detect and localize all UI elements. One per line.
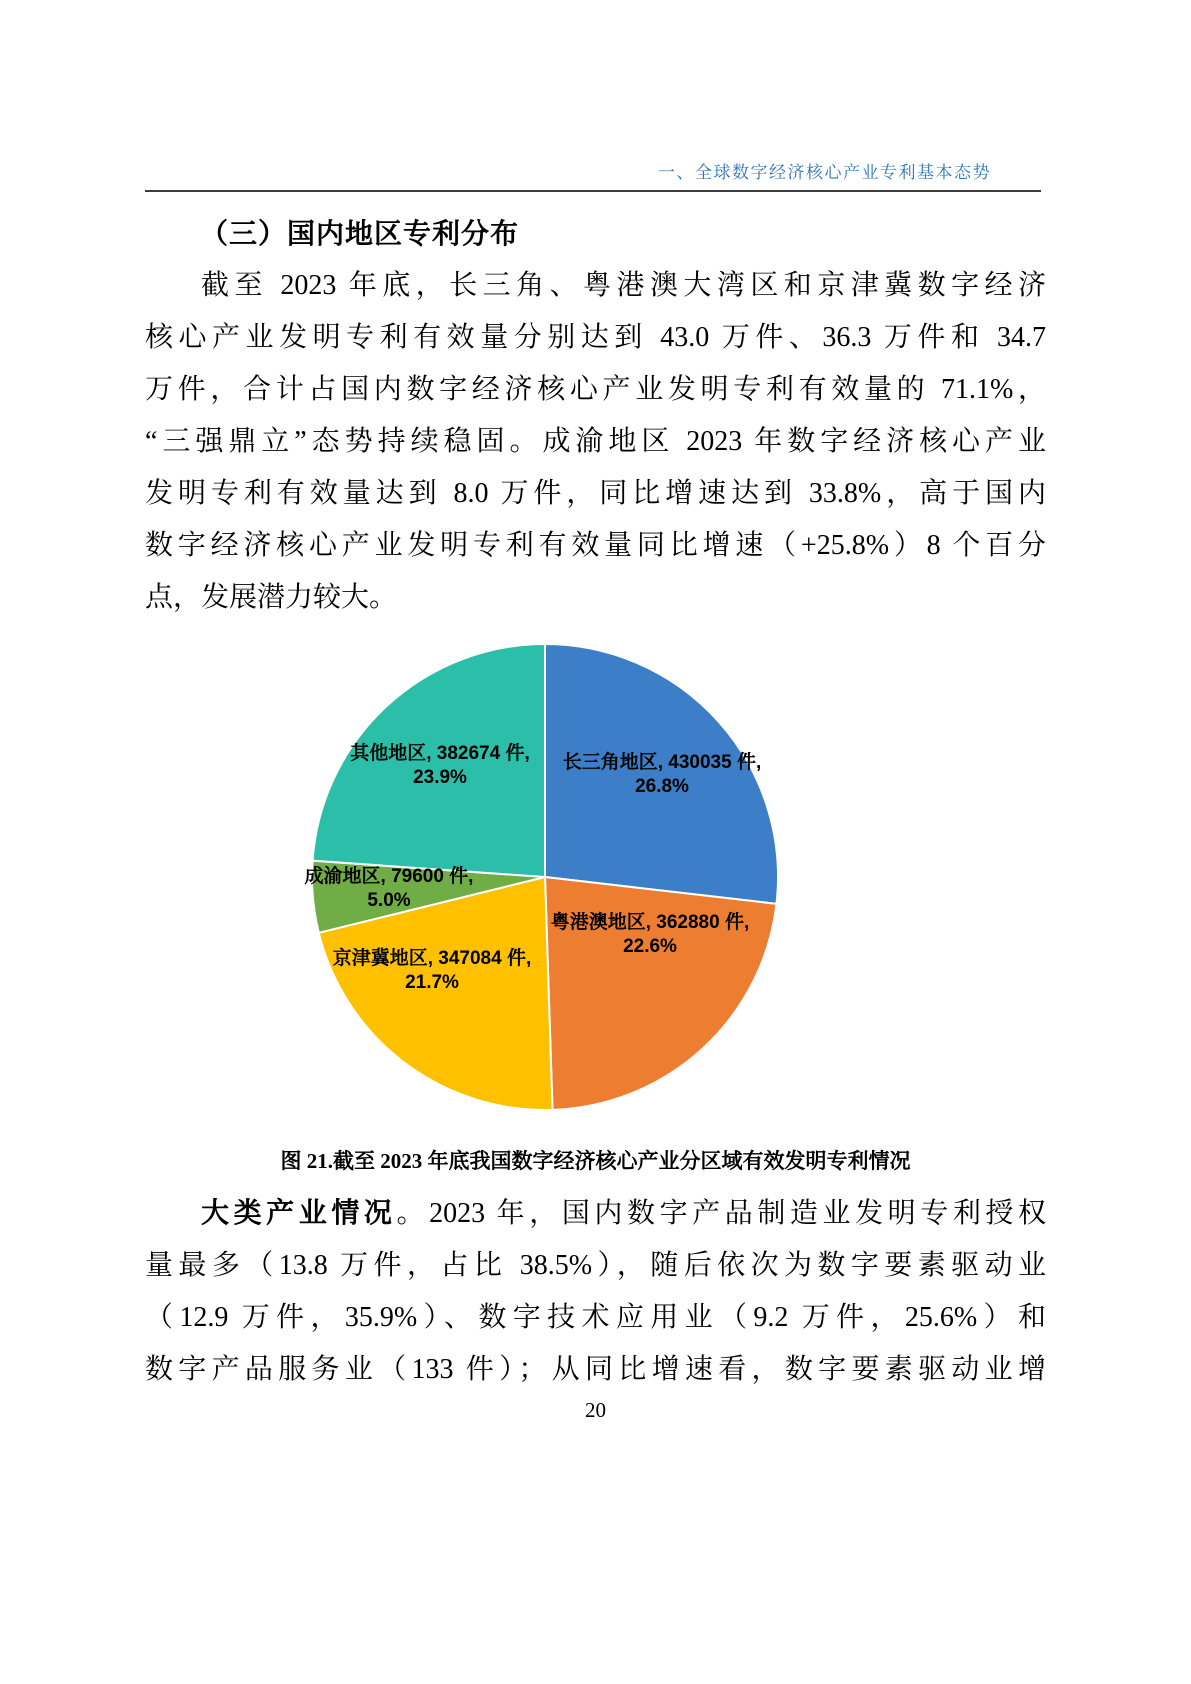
paragraph-line: 点，发展潜力较大。 <box>145 582 398 613</box>
page-header: 一、全球数字经济核心产业专利基本态势 <box>658 163 991 182</box>
paragraph-line: 数字产品服务业（133 件）；从同比增速看，数字要素驱动业增 <box>145 1354 1046 1385</box>
figure-caption: 图 21.截至 2023 年底我国数字经济核心产业分区域有效发明专利情况 <box>280 1149 911 1173</box>
pie-slice-label: 其他地区, 382674 件, 23.9% <box>350 743 530 788</box>
pie-slice-label: 粤港澳地区, 362880 件, 22.6% <box>550 912 750 957</box>
pie-slice-label: 京津冀地区, 347084 件, 21.7% <box>332 948 532 993</box>
pie-slice-label: 长三角地区, 430035 件, 26.8% <box>562 752 762 797</box>
page-number: 20 <box>585 1398 606 1422</box>
paragraph-line: 万件，合计占国内数字经济核心产业发明专利有效量的 71.1%， <box>145 374 1046 405</box>
paragraph-line: 大类产业情况。2023 年，国内数字产品制造业发明专利授权 <box>201 1198 1046 1229</box>
pie-slice-label: 成渝地区, 79600 件, 5.0% <box>304 866 474 911</box>
paragraph-bold-lead: 大类产业情况 <box>201 1198 397 1229</box>
paragraph-line: 截至 2023 年底，长三角、粤港澳大湾区和京津冀数字经济 <box>201 270 1046 301</box>
paragraph-line: 核心产业发明专利有效量分别达到 43.0 万件、36.3 万件和 34.7 <box>145 322 1046 353</box>
paragraph-line: 量最多（13.8 万件，占比 38.5%），随后依次为数字要素驱动业 <box>145 1250 1046 1281</box>
pie-chart-svg <box>145 640 1046 1120</box>
body-paragraph-1 <box>145 260 1046 624</box>
section-heading: （三）国内地区专利分布 <box>200 219 520 250</box>
paragraph-line: “三强鼎立”态势持续稳固。成渝地区 2023 年数字经济核心产业 <box>145 426 1046 457</box>
paragraph-line: （12.9 万件，35.9%）、数字技术应用业（9.2 万件，25.6%）和 <box>145 1302 1046 1333</box>
header-rule <box>145 190 1041 192</box>
paragraph-line: 数字经济核心产业发明专利有效量同比增速（+25.8%）8 个百分 <box>145 530 1046 561</box>
paragraph-line: 发明专利有效量达到 8.0 万件，同比增速达到 33.8%，高于国内 <box>145 478 1046 509</box>
pie-slice-1 <box>545 644 778 904</box>
figure-pie-chart <box>145 640 1046 1120</box>
body-paragraph-2 <box>145 1188 1046 1396</box>
